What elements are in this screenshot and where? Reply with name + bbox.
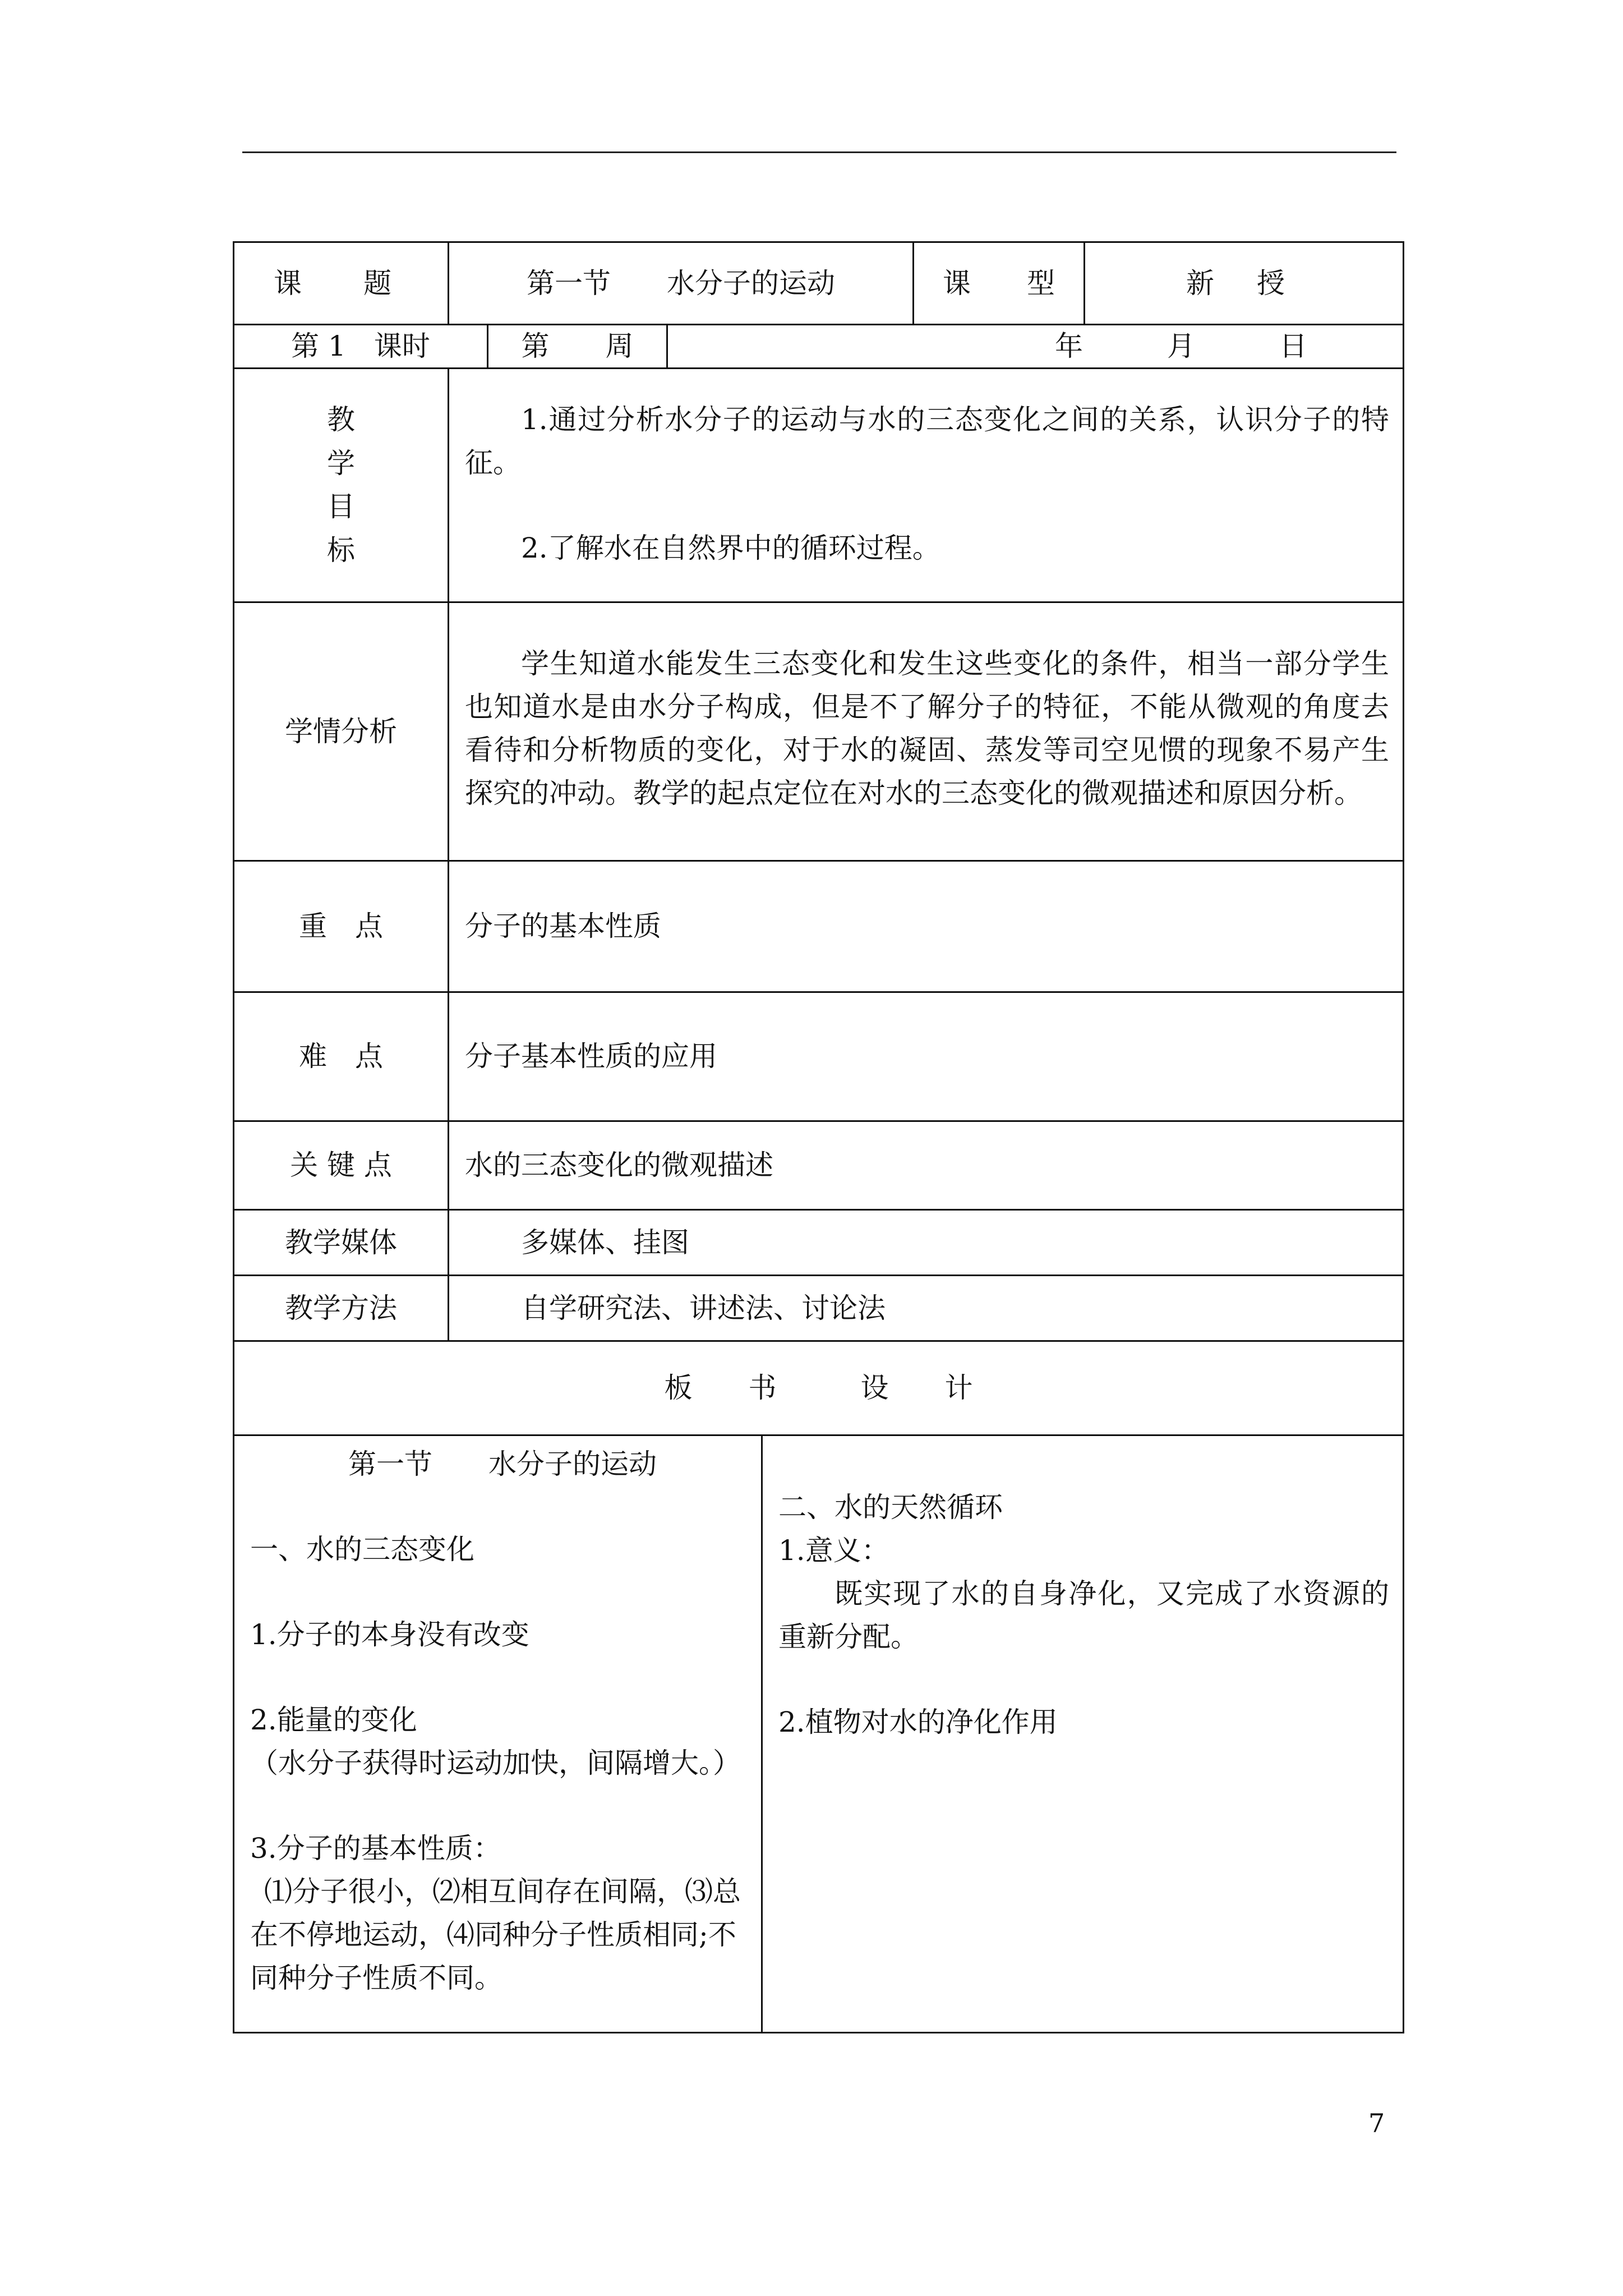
objectives-label xyxy=(234,369,448,601)
board-section-2: 二、水的天然循环 xyxy=(778,1491,1003,1524)
analysis-content xyxy=(449,603,1403,860)
week-field: 第 周 xyxy=(521,330,634,362)
method-label: 教学方法 xyxy=(285,1291,397,1324)
topic-label: 课 题 xyxy=(274,266,408,300)
objectives-label-char: 目 xyxy=(327,490,355,523)
board-right-item-2: 2.植物对水的净化作用 xyxy=(778,1706,1058,1738)
type-label: 课 型 xyxy=(943,266,1055,300)
difficulty-label: 难 点 xyxy=(299,1040,383,1073)
header-rule xyxy=(242,151,1396,153)
objective-item-2: 2.了解水在自然界中的循环过程。 xyxy=(521,532,940,564)
analysis-text: 学生知道水能发生三态变化和发生这些变化的条件，相当一部分学生也知道水是由水分子构成，但是不了解分子的特征，不能从微观的角度去看待和分析物质的变化，对于水的凝固、蒸发等司空见惯的现象不易产生探究的冲动。教学的起点定位在对水的三态变化的微观描述和原因分析。 xyxy=(465,647,1389,809)
date-field: 年 月 日 xyxy=(1055,330,1307,362)
board-right xyxy=(763,1436,1403,2032)
board-title: 第一节 水分子的运动 xyxy=(348,1448,657,1480)
lesson-number: 第 1 课时 xyxy=(291,330,430,362)
media-value: 多媒体、挂图 xyxy=(521,1226,689,1259)
analysis-label: 学情分析 xyxy=(285,715,397,748)
board-left xyxy=(234,1436,761,2032)
board-left-item-2-note: （水分子获得时运动加快，间隔增大。） xyxy=(250,1747,741,1779)
board-right-item-1: 1.意义： xyxy=(778,1534,889,1567)
board-left-item-2: 2.能量的变化 xyxy=(250,1704,417,1736)
key-point-value: 分子的基本性质 xyxy=(465,910,661,942)
method-value: 自学研究法、讲述法、讨论法 xyxy=(521,1291,886,1324)
key-point-label: 重 点 xyxy=(299,910,383,942)
objectives-label-char: 学 xyxy=(327,447,355,480)
page-number: 7 xyxy=(1368,2108,1385,2138)
topic-value: 第一节 水分子的运动 xyxy=(527,266,835,300)
critical-point-value: 水的三态变化的微观描述 xyxy=(465,1149,773,1181)
board-left-item-3-text: ⑴分子很小，⑵相互间存在间隔，⑶总在不停地运动，⑷同种分子性质相同;不同种分子性质不同。 xyxy=(250,1875,741,1994)
media-label: 教学媒体 xyxy=(285,1226,397,1259)
board-left-item-1: 1.分子的本身没有改变 xyxy=(250,1618,529,1651)
objective-item-1: 1.通过分析水分子的运动与水的三态变化之间的关系，认识分子的特征。 xyxy=(465,403,1389,479)
type-value: 新 授 xyxy=(1186,266,1302,300)
difficulty-value: 分子基本性质的应用 xyxy=(465,1040,717,1073)
critical-point-label: 关 键 点 xyxy=(290,1149,392,1181)
board-design-header: 板 书 设 计 xyxy=(664,1372,973,1404)
objectives-content xyxy=(449,369,1403,601)
board-left-item-3: 3.分子的基本性质： xyxy=(250,1832,501,1865)
objectives-label-char: 教 xyxy=(327,403,355,436)
board-section-1: 一、水的三态变化 xyxy=(250,1533,474,1566)
objectives-label-char: 标 xyxy=(327,533,355,567)
board-right-item-1-text: 既实现了水的自身净化，又完成了水资源的重新分配。 xyxy=(778,1577,1389,1653)
